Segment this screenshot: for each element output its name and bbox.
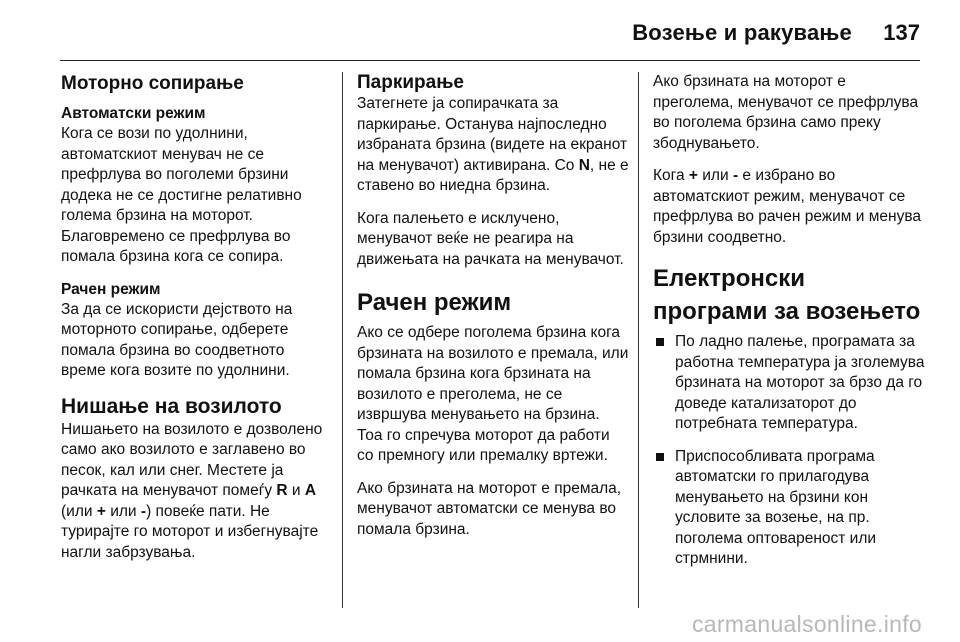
column-right — [653, 72, 925, 582]
ignition-off-text: Кога палењето е исклучено, менувачот веќе не реагира на движењата на рачката на менувачот. — [357, 209, 624, 268]
bullet-square-icon — [656, 453, 664, 461]
column-divider-2 — [638, 72, 639, 608]
subsection-title-parking: Паркирање — [357, 72, 464, 93]
rocking-text: Нишањето на возилото е дозволено само ако возилото е заглавено во песок, кал или снег. Местете ја рачката на менувачот помеѓу R и A (или + или -) повеќе пати. Не турирајте го моторот и избегнувајте нагли забрзувања. — [61, 420, 323, 561]
automatic-mode-text: Кога се вози по удолнини, автоматскиот менувач не се префрлува во поголеми брзини додека не се достигне релативно голема брзина на моторот. Благовремено се префрлува во помала брзина кога се сопира. — [61, 125, 302, 265]
gear-key-n: N — [578, 156, 590, 174]
minus-key: - — [732, 167, 739, 184]
plus-minus-text: Кога + или - е избрано во автоматскиот режим, менувачот се префрлува во рачен режим и менува брзини соодветно. — [653, 167, 921, 246]
page-number: 137 — [883, 20, 920, 45]
page-header — [0, 0, 960, 62]
header-divider — [60, 60, 920, 61]
column-divider-1 — [342, 72, 343, 608]
subsection-title-automatic-mode: Автоматски режим — [61, 105, 206, 122]
minus-key: - — [140, 502, 147, 520]
section-title-engine-braking: Моторно сопирање — [61, 73, 244, 94]
section-title-manual-mode: Рачен режим — [357, 289, 512, 316]
column-middle — [357, 72, 629, 552]
manual-mode-text-2: Ако брзината на моторот е премала, менувачот автоматски се менува во помала брзина. — [357, 479, 622, 538]
gear-key-r: R — [276, 482, 288, 499]
overspeed-text: Ако брзината на моторот е преголема, менувачот се префрлува во поголема брзина само преку збоднувањето. — [653, 73, 919, 152]
plus-key: + — [688, 167, 698, 184]
watermark: carmanualsonline.info — [691, 611, 922, 637]
list-item: По ладно палење, програмата за работна температура ја зголемува брзината на моторот за брзо да го доведе катализаторот до потребната температура. — [653, 332, 925, 435]
list-item: Приспособливата програма автоматски го прилагодува менувањето на брзини кон условите за возење, на пр. поголема оптовареност или стрмнини. — [653, 447, 925, 570]
bullet-square-icon — [656, 338, 664, 346]
parking-text: Затегнете ја сопирачката за паркирање. Останува најпоследно избраната брзина (видете на екранот на менувачот) активирана. Со N, не е ставено во ниедна брзина. — [357, 95, 629, 194]
column-left — [61, 72, 333, 575]
manual-mode-text-1: Ако се одбере поголема брзина кога брзината на возилото е премала, или помала брзина кога брзината на возилото е преголема, не се извршува менувањето на брзина. Тоа го спречува моторот да работи со премногу или премалку вртежи. — [357, 324, 629, 464]
subsection-title-rocking: Нишање на возилото — [61, 394, 282, 418]
program-list — [653, 332, 925, 570]
subsection-title-manual-mode: Рачен режим — [61, 280, 161, 298]
gear-key-a: A — [304, 482, 317, 499]
section-title-electronic-programs: Електронски програми за возењето — [653, 265, 921, 325]
running-header-title: Возење и ракување — [632, 20, 852, 45]
plus-key: + — [96, 502, 106, 520]
manual-mode-text: За да се искористи дејството на моторното сопирање, одберете помала брзина во соодветното време кога возите по удолнини. — [61, 300, 293, 379]
